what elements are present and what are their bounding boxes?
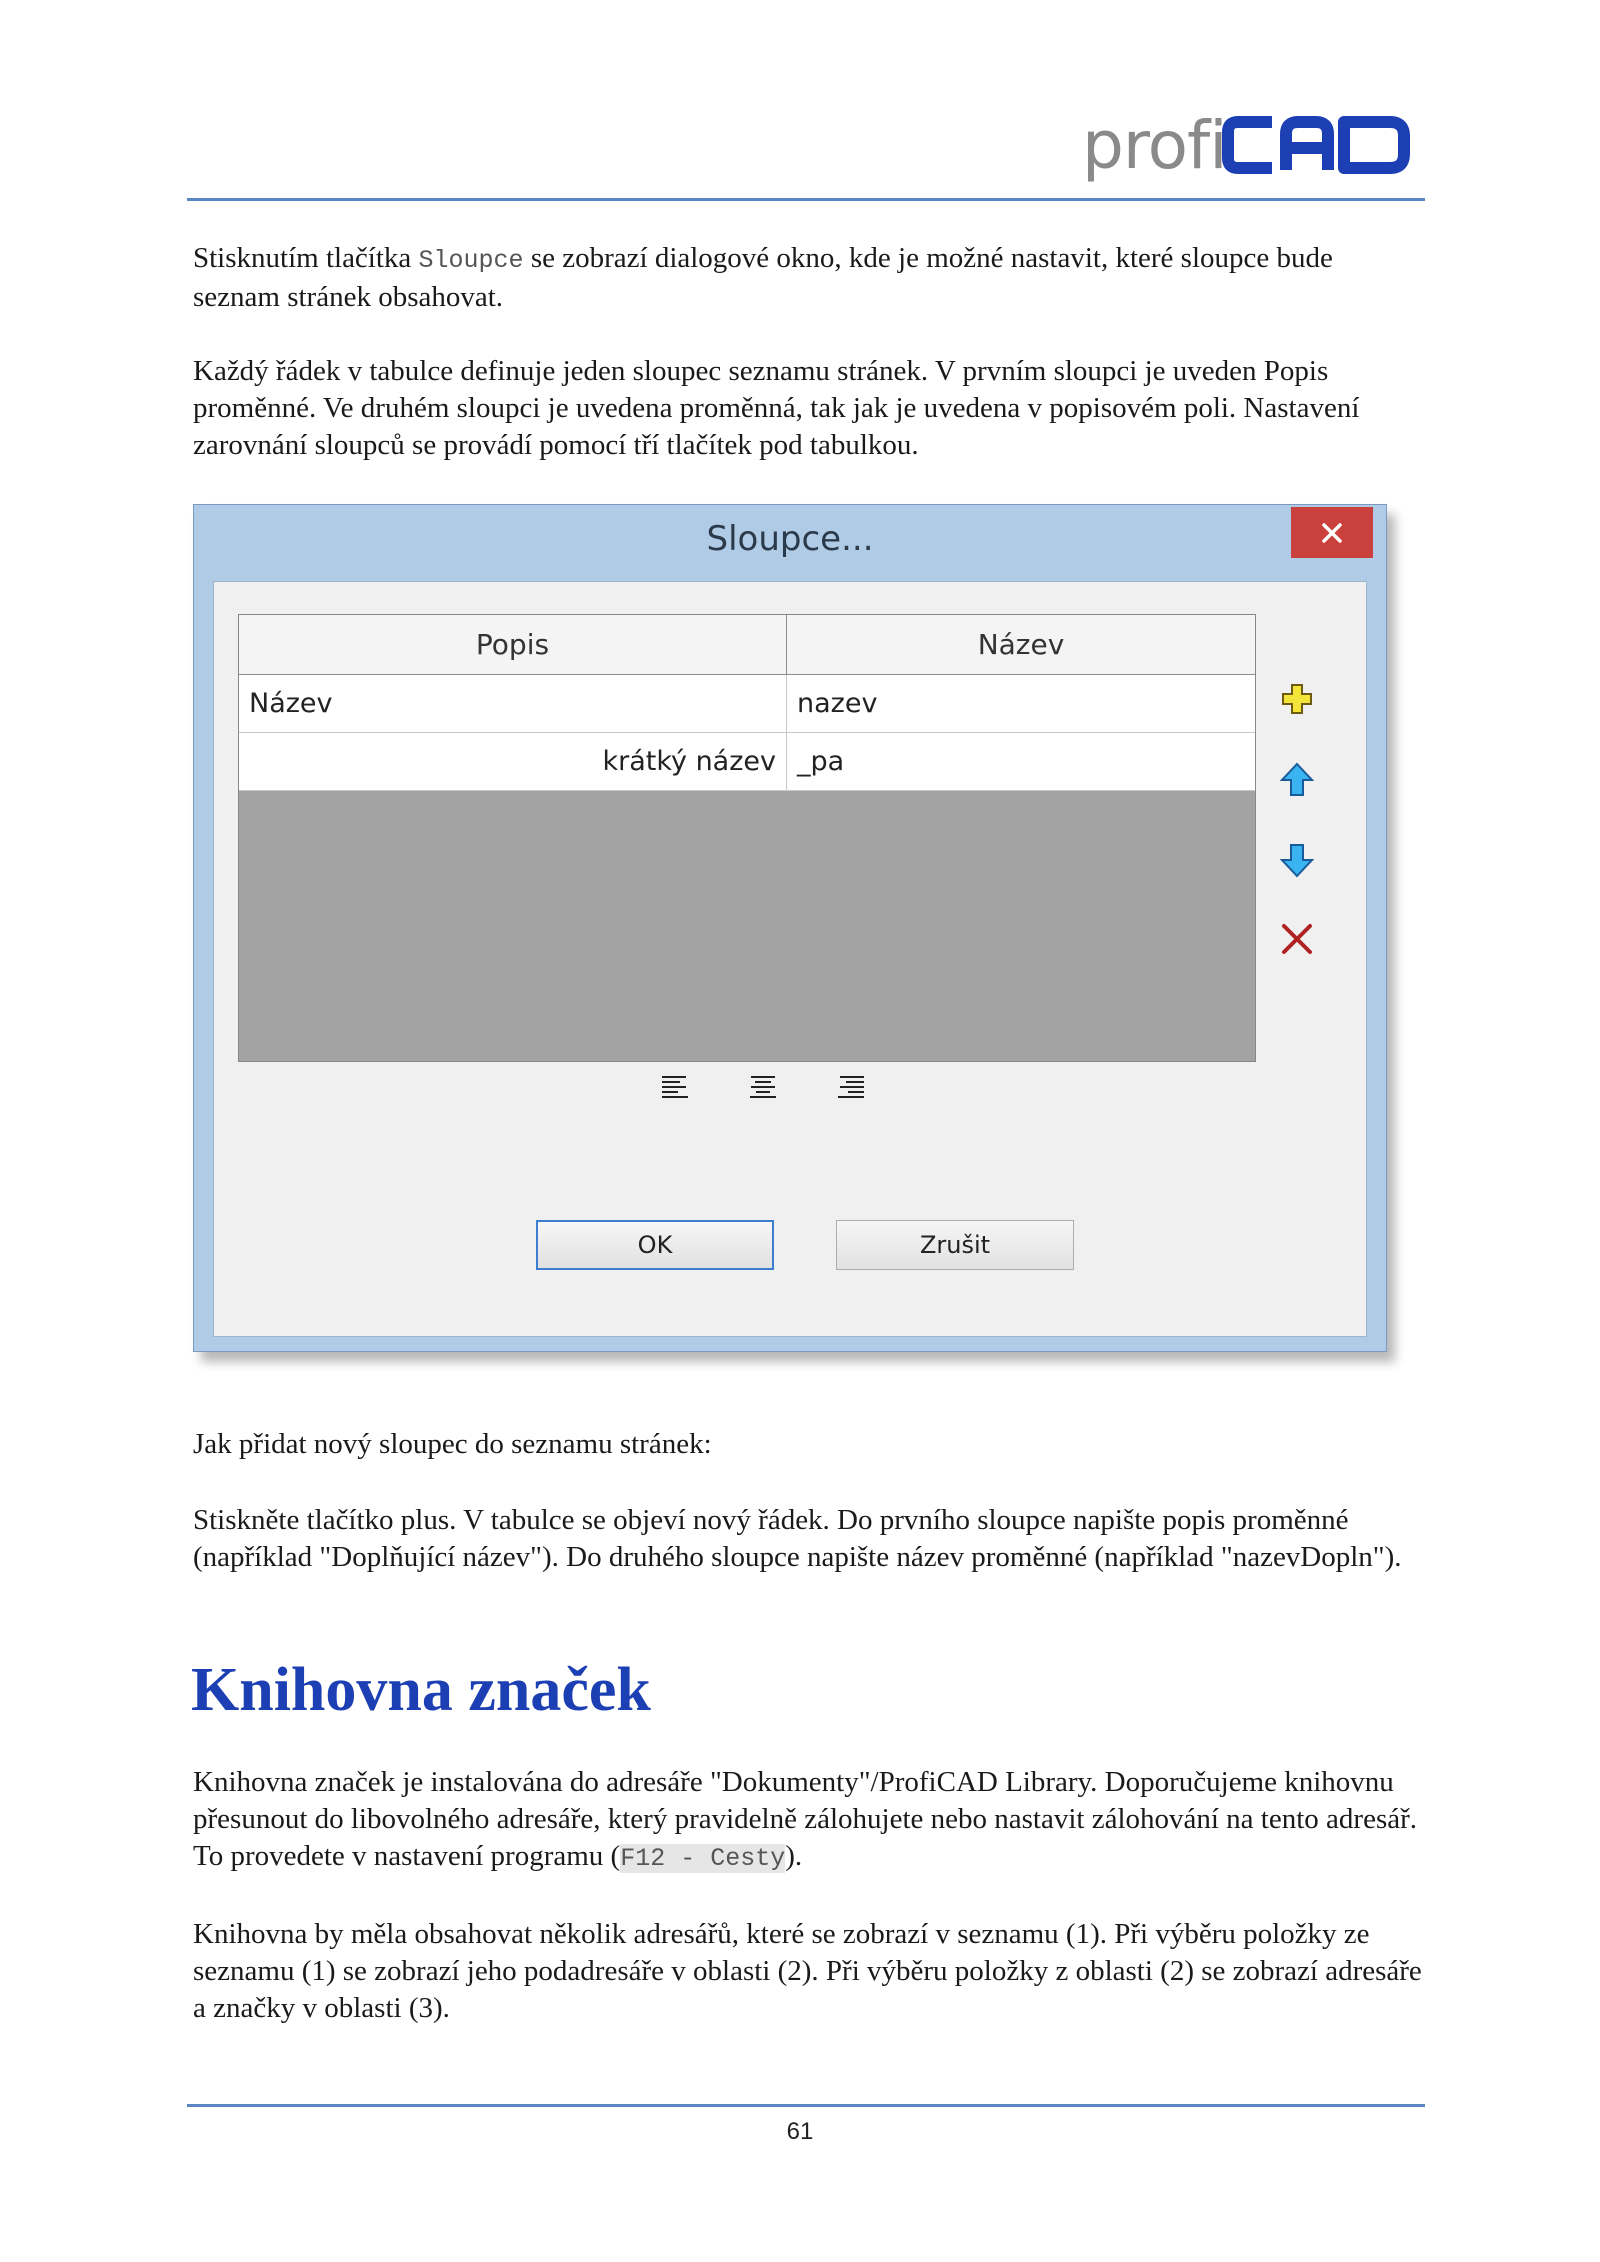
table-cell-popis[interactable]: Název bbox=[239, 675, 787, 733]
table-cell-popis[interactable]: krátký název bbox=[239, 733, 787, 791]
column-header-nazev[interactable]: Název bbox=[787, 615, 1255, 675]
ok-button[interactable]: OK bbox=[536, 1220, 774, 1270]
proficad-logo bbox=[1082, 108, 1412, 184]
close-icon bbox=[1321, 522, 1343, 544]
cancel-button[interactable]: Zrušit bbox=[836, 1220, 1074, 1270]
move-down-arrow-icon[interactable] bbox=[1280, 842, 1314, 878]
code-f12-cesty: F12 - Cesty bbox=[620, 1844, 786, 1873]
paragraph-6: Knihovna by měla obsahovat několik adresářů, které se zobrazí v seznamu (1). Při výběru položky ze seznamu (1) se zobrazí jeho podadresáře v oblasti (2). Při výběru položky z oblasti (2) se zobrazí adresáře a značky v oblasti (3). bbox=[193, 1918, 1422, 2024]
logo-cad-lettering bbox=[1220, 114, 1414, 176]
logo-profi-text: profi bbox=[1082, 107, 1227, 184]
add-row-plus-icon[interactable] bbox=[1280, 682, 1314, 716]
page-number: 61 bbox=[786, 2118, 814, 2145]
close-button[interactable] bbox=[1291, 507, 1373, 558]
dialog-client-area bbox=[213, 581, 1367, 1337]
code-sloupce: Sloupce bbox=[418, 246, 524, 275]
footer-rule bbox=[187, 2104, 1425, 2107]
dialog-title: Sloupce... bbox=[706, 519, 874, 559]
sloupce-dialog bbox=[193, 504, 1387, 1352]
align-right-icon[interactable] bbox=[836, 1072, 866, 1102]
move-up-arrow-icon[interactable] bbox=[1280, 762, 1314, 798]
table-cell-nazev[interactable]: nazev bbox=[787, 675, 1255, 733]
paragraph-3: Jak přidat nový sloupec do seznamu stránek: bbox=[193, 1428, 712, 1460]
delete-row-icon[interactable] bbox=[1280, 922, 1314, 956]
align-left-icon[interactable] bbox=[660, 1072, 690, 1102]
header-rule bbox=[187, 198, 1425, 201]
column-header-popis[interactable]: Popis bbox=[239, 615, 787, 675]
paragraph-1: Stisknutím tlačítka Sloupce se zobrazí dialogové okno, kde je možné nastavit, které sloupce bude seznam stránek obsahovat. bbox=[193, 242, 1333, 313]
columns-table[interactable] bbox=[238, 614, 1256, 1062]
section-heading: Knihovna značek bbox=[191, 1656, 651, 1724]
align-center-icon[interactable] bbox=[748, 1072, 778, 1102]
paragraph-4: Stiskněte tlačítko plus. V tabulce se objeví nový řádek. Do prvního sloupce napište popis proměnné (například "Doplňující název"). Do druhého sloupce napište název proměnné (například "nazevDopln"). bbox=[193, 1504, 1402, 1573]
paragraph-5: Knihovna značek je instalována do adresáře "Dokumenty"/ProfiCAD Library. Doporučujeme knihovnu přesunout do libovolného adresáře, který pravidelně zálohujete nebo nastavit zálohování na tento adresář. To provedete v nastavení programu (F12 - Cesty). bbox=[193, 1766, 1418, 1873]
paragraph-2: Každý řádek v tabulce definuje jeden sloupec seznamu stránek. V prvním sloupci je uveden Popis proměnné. Ve druhém sloupci je uvedena proměnná, tak jak je uvedena v popisovém poli. Nastavení zarovnání sloupců se provádí pomocí tří tlačítek pod tabulkou. bbox=[193, 355, 1360, 461]
table-cell-nazev[interactable]: _pa bbox=[787, 733, 1255, 791]
